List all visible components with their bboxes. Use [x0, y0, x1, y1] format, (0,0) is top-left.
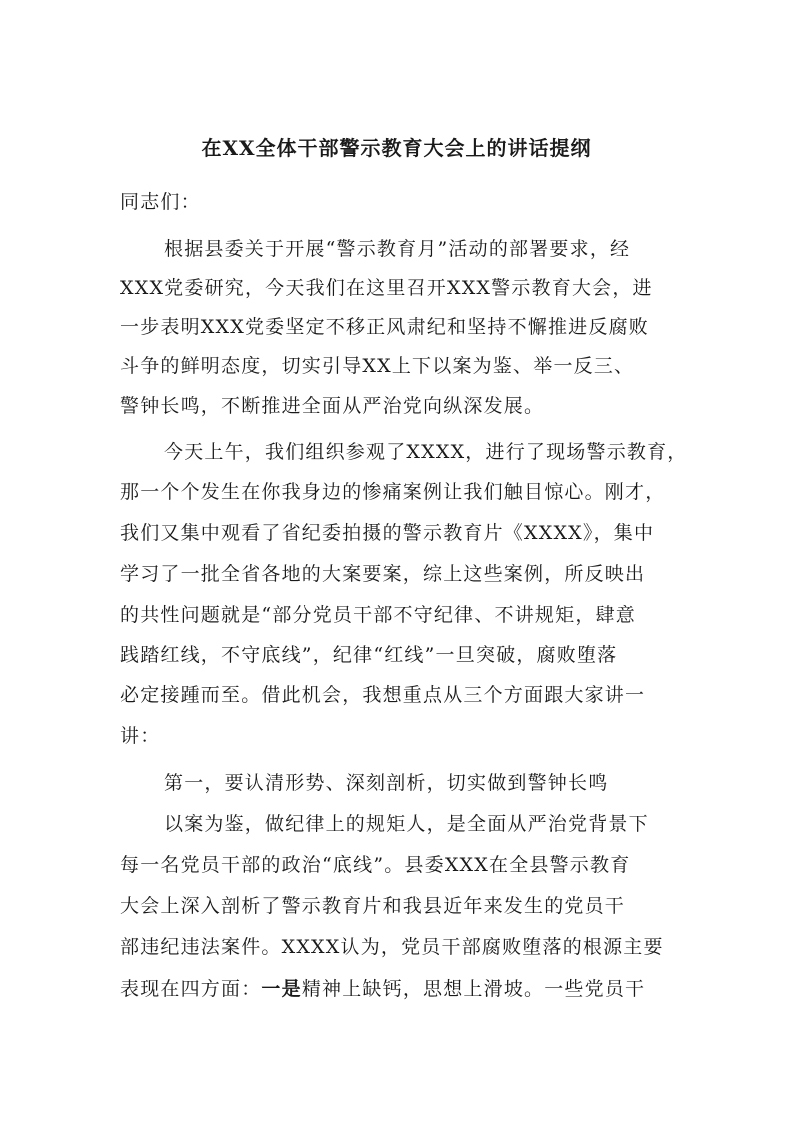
paragraph-line: 我们又集中观看了省纪委拍摄的警示教育片《XXXX》，集中: [120, 522, 655, 544]
emphasis-text: 一是: [261, 978, 302, 1000]
section-heading: 第一，要认清形势、深刻剖析，切实做到警钟长鸣: [164, 772, 609, 794]
paragraph-line: 警钟长鸣，不断推进全面从严治党向纵深发展。: [120, 395, 545, 417]
paragraph-line: 今天上午，我们组织参观了XXXX，进行了现场警示教育，: [164, 441, 688, 463]
paragraph-line: 斗争的鲜明态度，切实引导XX上下以案为鉴、举一反三、: [120, 355, 635, 377]
paragraph-line: 一步表明XXX党委坚定不移正风肃纪和坚持不懈推进反腐败: [120, 316, 649, 338]
paragraph-line: [120, 977, 645, 1001]
paragraph-line: 那一个个发生在你我身边的惨痛案例让我们触目惊心。刚才，: [120, 481, 666, 503]
paragraph-line: 每一名党员干部的政治“底线”。县委XXX在全县警示教育: [120, 854, 631, 876]
document-title: 在XX全体干部警示教育大会上的讲话提纲: [201, 136, 592, 160]
paragraph-line: 讲：: [120, 725, 161, 747]
paragraph-text: 表现在四方面：: [120, 978, 262, 1000]
paragraph-line: 大会上深入剖析了警示教育片和我县近年来发生的党员干: [120, 895, 626, 917]
paragraph-line: 学习了一批全省各地的大案要案，综上这些案例，所反映出: [120, 563, 646, 585]
paragraph-text: 精神上缺钙，思想上滑坡。一些党员干: [301, 978, 646, 1000]
paragraph-line: 必定接踵而至。借此机会，我想重点从三个方面跟大家讲一: [120, 684, 646, 706]
paragraph-line: 的共性问题就是“部分党员干部不守纪律、不讲规矩，肆意: [120, 604, 636, 626]
paragraph-line: XXX党委研究，今天我们在这里召开XXX警示教育大会，进: [120, 277, 653, 299]
paragraph-line: 部违纪违法案件。XXXX认为，党员干部腐败堕落的根源主要: [120, 936, 664, 958]
paragraph-line: 践踏红线，不守底线”，纪律“红线”一旦突破，腐败堕落: [120, 644, 618, 666]
paragraph-line: 根据县委关于开展“警示教育月”活动的部署要求，经: [164, 238, 631, 260]
paragraph-line: 以案为鉴，做纪律上的规矩人，是全面从严治党背景下: [164, 813, 649, 835]
salutation: 同志们：: [120, 191, 201, 213]
